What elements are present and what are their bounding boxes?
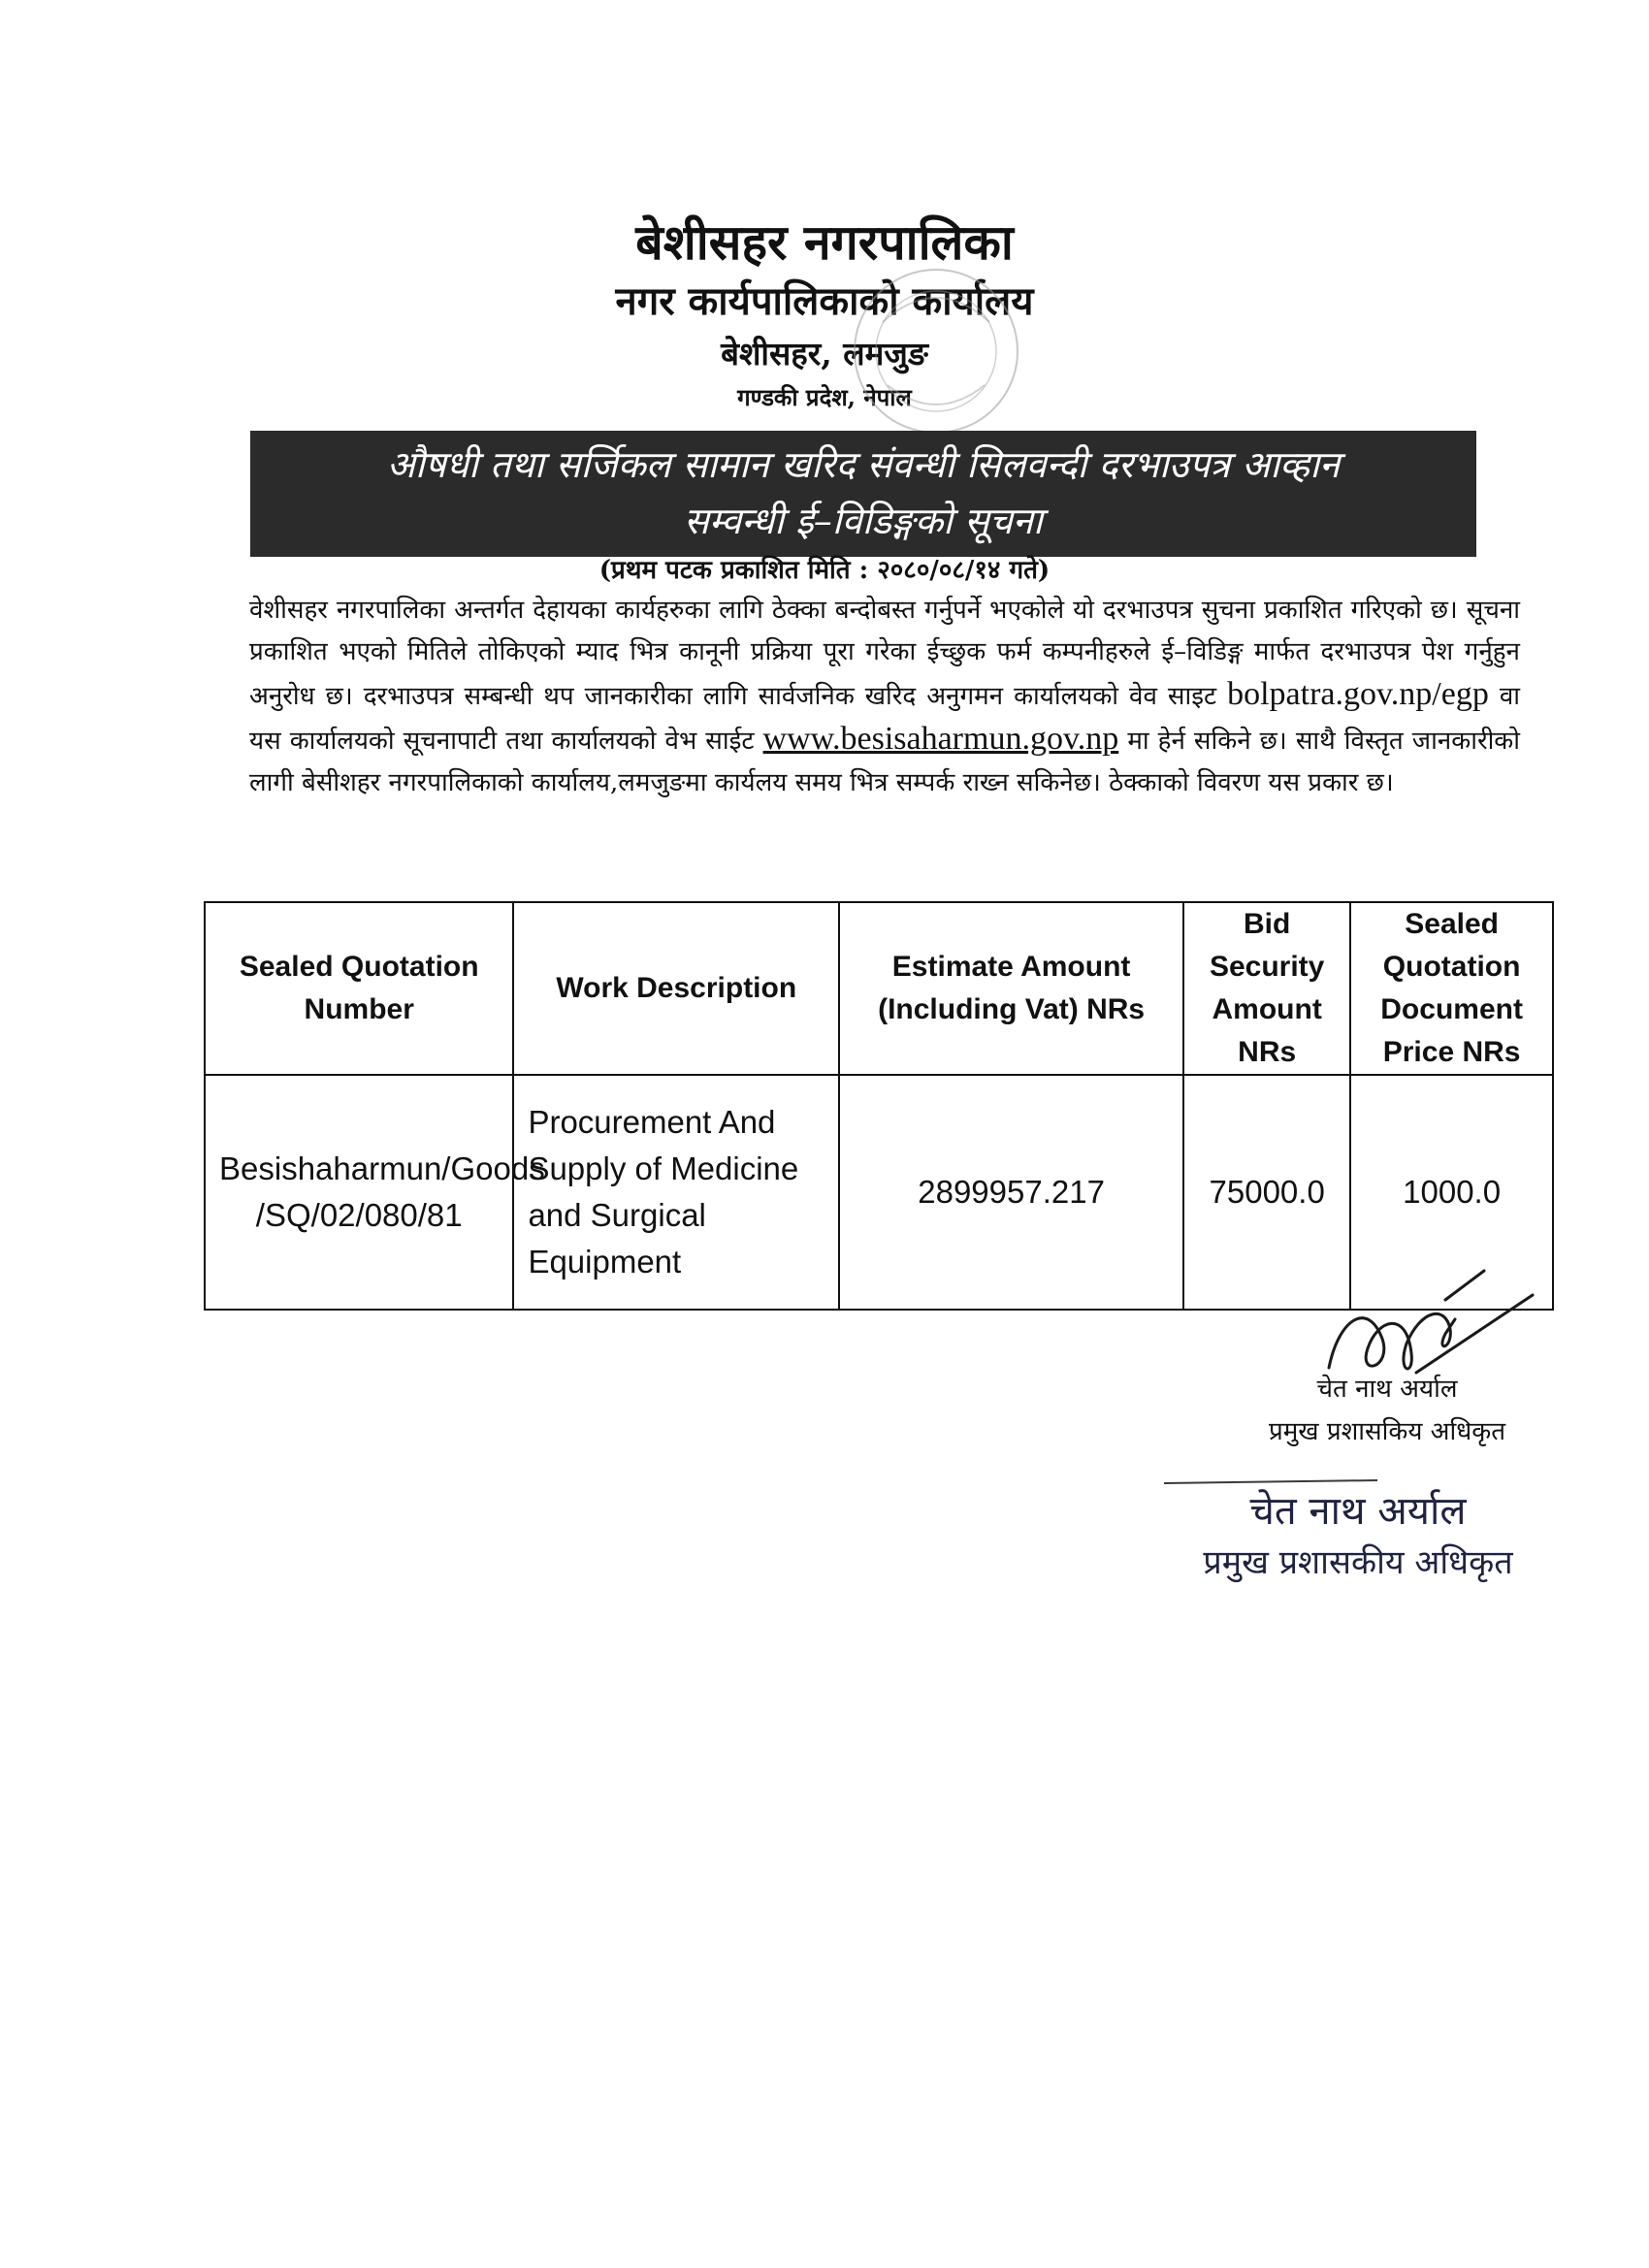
municipality-website-link[interactable]: www.besisaharmun.gov.np — [762, 721, 1119, 757]
office-address: बेशीसहर, लमजुङ — [721, 335, 928, 373]
province-name: गण्डकी प्रदेश, नेपाल — [737, 383, 912, 411]
bolpatra-link[interactable]: bolpatra.gov.np/egp — [1227, 676, 1489, 712]
notice-title-line-1: औषधी तथा सर्जिकल सामान खरिद संवन्धी सिलवन्दी दरभाउपत्र आव्हान — [386, 443, 1341, 486]
cell-bid-security: 75000.0 — [1183, 1075, 1350, 1310]
header-document-price: Sealed Quotation Document Price NRs — [1350, 902, 1553, 1075]
cell-work-description: Procurement And Supply of Medicine and Surgical Equipment — [513, 1075, 839, 1310]
signatory-block — [1203, 1368, 1571, 1453]
cell-estimate-amount: 2899957.217 — [839, 1075, 1183, 1310]
signatory-name: चेत नाथ अर्याल — [1316, 1375, 1458, 1404]
signatory-title: प्रमुख प्रशासकिय अधिकृत — [1268, 1417, 1506, 1446]
body-text-part-3: मा हेर्न सकिने छ। साथै विस्तृत जानकारीको लागी बेसीशहर नगरपालिकाको कार्यालय,लमजुङमा कार्यलय समय भित्र सम्पर्क राख्न सकिनेछ। ठेक्काको विवरण यस प्रकार छ। — [249, 727, 1521, 797]
office-seal — [824, 254, 1048, 448]
header-work-description: Work Description — [513, 902, 839, 1075]
cell-quotation-number: Besishaharmun/Goods /SQ/02/080/81 — [205, 1075, 513, 1310]
cell-document-price: 1000.0 — [1350, 1075, 1553, 1310]
name-stamp — [1164, 1484, 1552, 1587]
notice-title-banner — [250, 431, 1476, 557]
notice-body — [249, 590, 1520, 804]
table-header-row — [205, 902, 1553, 1075]
header-bid-security: Bid Security Amount NRs — [1183, 902, 1350, 1075]
body-text-part-2: वा यस कार्यालयको सूचनापाटी तथा कार्यालयको वेभ साईट — [249, 682, 1521, 756]
stamp-title: प्रमुख प्रशासकीय अधिकृत — [1203, 1543, 1513, 1582]
header-quotation-number: Sealed Quotation Number — [205, 902, 513, 1075]
publication-date: (प्रथम पटक प्रकाशित मिति : २०८०/०८/१४ गते) — [598, 556, 1051, 585]
stamp-name: चेत नाथ अर्याल — [1249, 1489, 1467, 1534]
office-name: नगर कार्यपालिकाको कार्यालय — [615, 278, 1034, 324]
notice-title-line-2: सम्वन्धी ई–विडिङ्गको सूचना — [684, 500, 1043, 542]
quotation-table — [204, 901, 1554, 1311]
municipality-name: बेशीसहर नगरपालिका — [635, 213, 1014, 271]
body-text-part-1: वेशीसहर नगरपालिका अन्तर्गत देहायका कार्यहरुका लागि ठेक्का बन्दोबस्त गर्नुपर्ने भएकोले यो दरभाउपत्र सुचना प्रकाशित गरिएको छ। सूचना प्रकाशित भएको मितिले तोकिएको म्याद भित्र कानूनी प्रक्रिया पूरा गरेका ईच्छुक फर्म कम्पनीहरुले ई–विडिङ्ग मार्फत दरभाउपत्र पेश गर्नुहुन अनुरोध छ। दरभाउपत्र सम्बन्धी थप जानकारीका लागि सार्वजनिक खरिद अनुगमन कार्यालयको वेव साइट — [249, 596, 1520, 711]
header-estimate-amount: Estimate Amount (Including Vat) NRs — [839, 902, 1183, 1075]
